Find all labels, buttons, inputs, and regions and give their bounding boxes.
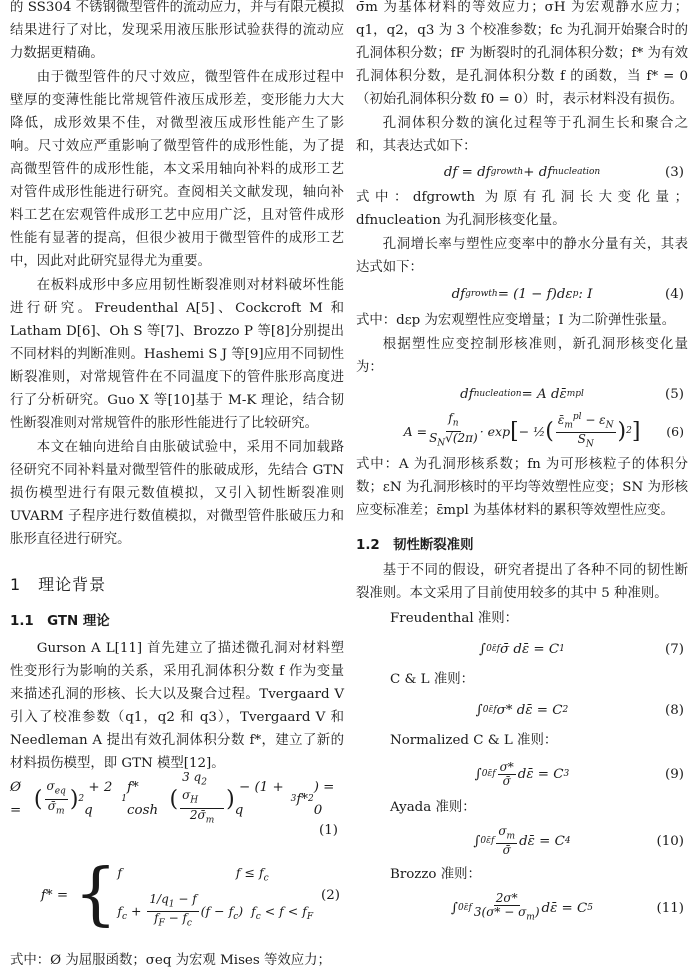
criterion-brozzo-label: Brozzo 准则：: [390, 867, 481, 882]
equation-1: Ø = ( $\frac{\sigma_{eq}}{\sigmā_m}$ ) 2 + 2 q 1 f* cosh ( $\frac{3 q_2 \sigma_H}{2\sigmā_m}$ ) − (1 + q 3 f* 2 ) = 0: [10, 769, 335, 826]
equation-9-number: (9): [665, 766, 684, 782]
size-effect-paragraph: 由于微型管件的尺寸效应，微型管件在成形过程中壁厚的变薄性能比常规管件液压成形差，变形能力大大降低，成形效果不佳，对微型液压成形性能产生了影响。尺寸效应严重影响了微型管件的成形性能，为了提高微型管件的成形性能，本文采用轴向补料的成形工艺对管件成形性能进行研究。查阅相关文献发现，轴向补料工艺在宏观管件成形工艺中应用广泛，且对管件成形性能有显著的提高，但很少被用于微型管件的成形工艺中，因此对此研究显得尤为重要。: [10, 70, 344, 269]
equation-6-number: (6): [666, 423, 684, 439]
where-4-paragraph: 式中：dεp 为宏观塑性应变增量；I 为二阶弹性张量。: [356, 313, 676, 328]
left-column: [10, 0, 344, 972]
where-left-paragraph: 式中：Ø 为屈服函数；σeq 为宏观 Mises 等效应力；: [10, 953, 331, 968]
equation-4: df growth = (1 − f)dε p : I (4): [356, 279, 688, 309]
evolution-paragraph: 孔洞体积分数的演化过程等于孔洞生长和聚合之和，其表达式如下：: [356, 116, 688, 154]
this-paper-paragraph: 本文在轴向进给自由胀破试验中，采用不同加载路径研究不同补料量对微型管件的胀破成形，先结合 GTN 损伤模型进行有限元数值模拟，又引入韧性断裂准则 UVARM 子程序进行数值模拟，对微型管件胀破压力和胀形直径进行研究。: [10, 440, 344, 547]
equation-1-number: (1): [319, 823, 338, 838]
criterion-ayada-label: Ayada 准则：: [390, 800, 476, 815]
criterion-freudenthal-label: Freudenthal 准则：: [390, 611, 519, 626]
subsection-title-ductile: 1.2 韧性断裂准则: [356, 538, 474, 553]
equation-11-number: (11): [656, 900, 684, 916]
equation-2-number: (2): [321, 887, 340, 903]
equation-3: df = df growth + df nucleation (3): [356, 158, 688, 186]
equation-4-number: (4): [665, 286, 684, 302]
criteria-paragraph: 在板料成形中多应用韧性断裂准则对材料破坏性能进行研究。Freudenthal A[5]、Cockcroft M 和 Latham D[6]、Oh S 等[7]、Brozzo P 等[8]分别提出不同材料的判断准则。Hashemi S J 等[9]应用不同韧性断裂准则，对常规管件在不同温度下的管件胀形高度进行了分析研究。Guo X 等[10]基于 M-K 理论，结合韧性断裂准则对常规管件的胀形性能进行了比较研究。: [10, 278, 344, 431]
equation-3-number: (3): [665, 164, 684, 180]
intro-tail-paragraph: 的 SS304 不锈钢微型管件的流动应力，并与有限元模拟结果进行了对比，发现采用液压胀形试验获得的流动应力数据更精确。: [10, 0, 344, 61]
where-1-paragraph: σ̄m 为基体材料的等效应力；σH 为宏观静水应力；q1，q2，q3 为 3 个校准参数；fc 为孔洞开始聚合时的孔洞体积分数；fF 为断裂时的孔洞体积分数；f* 为有效孔洞体积分数，是孔洞体积分数 f 的函数，当 f* = 0（初始孔洞体积分数 f0 = 0）时，表示材料没有损伤。: [356, 0, 688, 107]
right-column: [356, 0, 688, 930]
criterion-cl-label: C & L 准则：: [390, 672, 474, 687]
equation-5-number: (5): [665, 386, 684, 402]
equation-11: ∫ 0 ε̄f $\frac{2\sigma*}{3(\sigma* - \sigma_m)}$ dε̄ = C 5 (11): [451, 890, 684, 923]
growth-paragraph: 孔洞增长率与塑性应变率中的静水分量有关，其表达式如下：: [356, 237, 688, 275]
equation-10-number: (10): [656, 833, 684, 849]
equation-8: ∫ 0 ε̄f σ* dε̄ = C 2 (8): [356, 691, 688, 729]
equation-10: ∫ 0 ε̄f $\frac{\sigma_m}{\sigmā}$ dε̄ = C 4 (10): [473, 823, 684, 858]
criterion-normalized-cl-label: Normalized C & L 准则：: [390, 733, 558, 748]
where-6-paragraph: 式中：A 为孔洞形核系数；fn 为可形核粒子的体积分数；εN 为孔洞形核时的平均等效塑性应变；SN 为形核应变标准差；ε̄mpl 为基体材料的累积等效塑性应变。: [356, 457, 688, 518]
equation-2: f* = { f $f \le f_c$ $f_c$ + $\frac{1/q_1 - f}{f_F - f_c}$ $(f - f_c)$ $f_c < f < f_F$ (2): [40, 855, 340, 934]
ductile-paragraph: 基于不同的假设，研究者提出了各种不同的韧性断裂准则。本文采用了目前使用较多的其中 5 种准则。: [356, 563, 688, 601]
equation-7: ∫ 0 ε̄f σ̄ dε̄ = C 1 (7): [356, 630, 688, 668]
subsection-title-gtn: 1.1 GTN 理论: [10, 614, 110, 629]
equation-5: df nucleation = A dε̄ m pl (5): [356, 379, 688, 409]
equation-9: ∫ 0 ε̄f $\frac{\sigma*}{\sigmā}$ dε̄ = C 3 (9): [474, 759, 684, 788]
equation-6: A = $\frac{f_n}{S_N√(2\pi)}$ · exp [ − ½ ( $\frac{\varepsilon̄_m^{pl} - \varepsilon_N}{S_N}$ ) 2 ] (6): [403, 411, 684, 450]
nucleation-paragraph: 根据塑性应变控制形核准则，新孔洞形核变化量为：: [356, 337, 688, 375]
equation-7-number: (7): [665, 641, 684, 657]
where-3-paragraph: 式中：dfgrowth 为原有孔洞长大变化量；dfnucleation 为孔洞形核变化量。: [356, 190, 688, 228]
equation-8-number: (8): [665, 702, 684, 718]
gtn-paragraph: Gurson A L[11] 首先建立了描述微孔洞对材料塑性变形行为影响的关系，采用孔洞体积分数 f 作为变量来描述孔洞的形核、长大以及聚合过程。Tvergaard V 引入了校准参数（q1，q2 和 q3），Tvergaard V 和 Needleman A 提出有效孔洞体积分数 f*，建立了新的材料损伤模型，即 GTN 模型[12]。: [10, 641, 344, 771]
section-title: 1 理论背景: [10, 575, 107, 594]
